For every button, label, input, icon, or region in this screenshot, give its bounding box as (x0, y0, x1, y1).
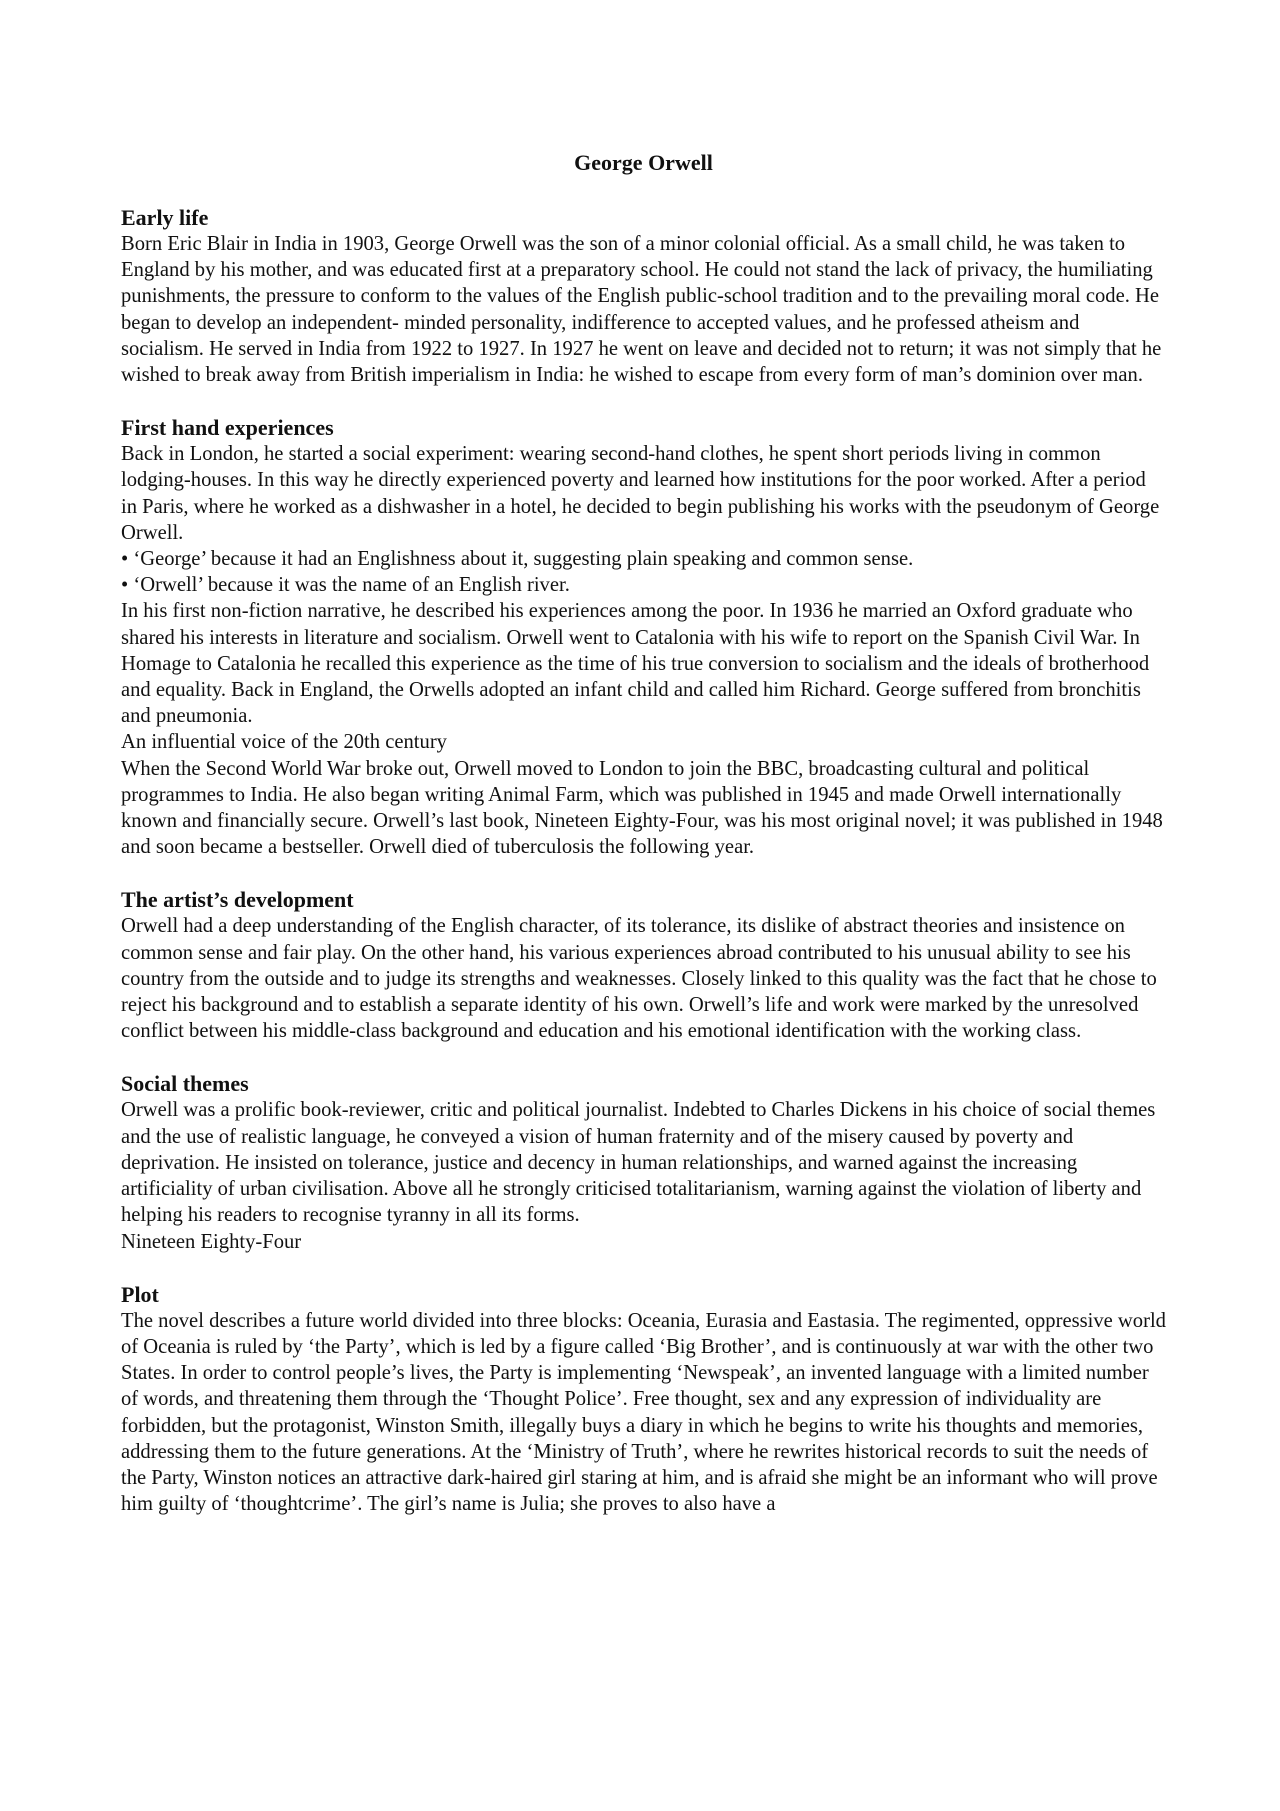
paragraph: The novel describes a future world divided into three blocks: Oceania, Eurasia and Eastasia. The regimented, oppressive world of Oceania is ruled by ‘the Party’, which is led by a figure called ‘Big Brother’, and is continuously at war with the other two States. In order to control people’s lives, the Party is implementing ‘Newspeak’, an invented language with a limited number of words, and threatening them through the ‘Thought Police’. Free thought, sex and any expression of individuality are forbidden, but the protagonist, Winston Smith, illegally buys a diary in which he begins to write his thoughts and memories, addressing them to the future generations. At the ‘Ministry of Truth’, where he rewrites historical records to suit the needs of the Party, Winston notices an attractive dark-haired girl staring at him, and is afraid she might be an informant who will prove him guilty of ‘thoughtcrime’. The girl’s name is Julia; she proves to also have a (121, 1309, 1166, 1516)
subheading-line: Nineteen Eighty-Four (121, 1230, 302, 1253)
section-heading: Early life (121, 205, 209, 230)
subheading-line: An influential voice of the 20th century (121, 731, 447, 754)
paragraph: Back in London, he started a social experiment: wearing second-hand clothes, he spent short periods living in common lodging-houses. In this way he directly experienced poverty and learned how institutions for the poor worked. After a period in Paris, where he worked as a dishwasher in a hotel, he decided to begin publishing his works with the pseudonym of George Orwell. (121, 443, 1160, 544)
bullet-item: • ‘Orwell’ because it was the name of an English river. (121, 574, 570, 597)
section-early-life (121, 204, 1166, 388)
bullet-item: • ‘George’ because it had an Englishness about it, suggesting plain speaking and common sense. (121, 548, 914, 571)
paragraph: Orwell was a prolific book-reviewer, critic and political journalist. Indebted to Charles Dickens in his choice of social themes and the use of realistic language, he conveyed a vision of human fraternity and of the misery caused by poverty and deprivation. He insisted on tolerance, justice and decency in human relationships, and warned against the increasing artificiality of urban civilisation. Above all he strongly criticised totalitarianism, warning against the violation of liberty and helping his readers to recognise tyranny in all its forms. (121, 1099, 1156, 1227)
section-plot (121, 1281, 1166, 1518)
paragraph: Born Eric Blair in India in 1903, George Orwell was the son of a minor colonial official. As a small child, he was taken to England by his mother, and was educated first at a preparatory school. He could not stand the lack of privacy, the humiliating punishments, the pressure to conform to the values of the English public-school tradition and to the prevailing moral code. He began to develop an independent- minded personality, indifference to accepted values, and he professed atheism and socialism. He served in India from 1922 to 1927. In 1927 he went on leave and decided not to return; it was not simply that he wished to break away from British imperialism in India: he wished to escape from every form of man’s dominion over man. (121, 233, 1162, 387)
paragraph: In his first non-fiction narrative, he described his experiences among the poor. In 1936 he married an Oxford graduate who shared his interests in literature and socialism. Orwell went to Catalonia with his wife to report on the Spanish Civil War. In Homage to Catalonia he recalled this experience as the time of his true conversion to socialism and the ideals of brotherhood and equality. Back in England, the Orwells adopted an infant child and called him Richard. George suffered from bronchitis and pneumonia. (121, 600, 1150, 728)
section-heading: Plot (121, 1281, 159, 1307)
section-heading: First hand experiences (121, 415, 334, 441)
section-artists-development (121, 886, 1166, 1044)
section-heading: Social themes (121, 1071, 249, 1097)
document-page (121, 150, 1166, 1517)
section-heading: The artist’s development (121, 887, 354, 913)
paragraph: Orwell had a deep understanding of the English character, of its tolerance, its dislike of abstract theories and insistence on common sense and fair play. On the other hand, his various experiences abroad contributed to his unusual ability to see his country from the outside and to judge its strengths and weaknesses. Closely linked to this quality was the fact that he chose to reject his background and to establish a separate identity of his own. Orwell’s life and work were marked by the unresolved conflict between his middle-class background and education and his emotional identification with the working class. (121, 915, 1157, 1043)
section-social-themes (121, 1070, 1166, 1254)
document-title: George Orwell (574, 150, 713, 175)
section-first-hand-experiences (121, 414, 1166, 860)
paragraph: When the Second World War broke out, Orwell moved to London to join the BBC, broadcasting cultural and political programmes to India. He also began writing Animal Farm, which was published in 1945 and made Orwell internationally known and financially secure. Orwell’s last book, Nineteen Eighty-Four, was his most original novel; it was published in 1948 and soon became a bestseller. Orwell died of tuberculosis the following year. (121, 757, 1163, 859)
